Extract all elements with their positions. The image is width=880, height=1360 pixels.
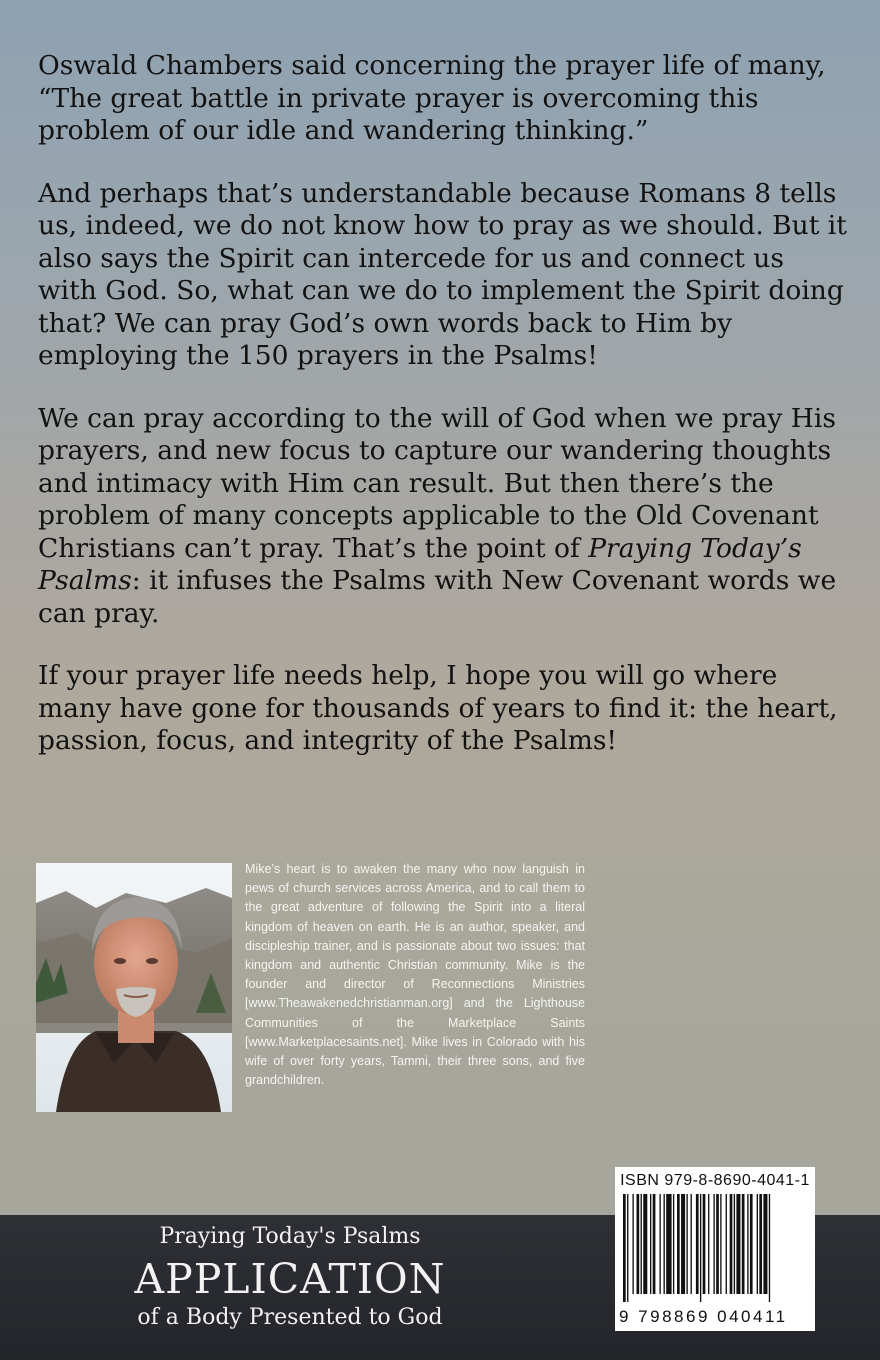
- blurb-paragraph-3: [38, 403, 848, 631]
- barcode-bar: [708, 1194, 709, 1294]
- barcode-bar: [742, 1194, 745, 1294]
- book-title-italic: Praying Today’s Psalms: [38, 532, 802, 596]
- barcode-bar: [666, 1194, 671, 1294]
- barcode-bar: [623, 1194, 626, 1302]
- barcode-bar: [691, 1194, 692, 1294]
- barcode-bar: [653, 1194, 656, 1294]
- blurb-paragraph-2: And perhaps that’s understandable because Romans 8 tells us, indeed, we do not know how to pray as we should. But it also says the Spirit can intercede for us and connect us with God. So, what can we do to implement the Spirit doing that? We can pray God’s own words back to Him by employing the 150 prayers in the Psalms!: [38, 177, 847, 371]
- barcode-bar: [677, 1194, 680, 1294]
- barcode-bar: [681, 1194, 685, 1294]
- barcode-bar: [757, 1194, 758, 1294]
- barcode-bars: [623, 1194, 807, 1302]
- barcode-bar: [664, 1194, 665, 1294]
- barcode-bar: [659, 1194, 660, 1294]
- barcode-bar: [641, 1194, 642, 1294]
- barcode-bar: [627, 1194, 628, 1302]
- barcode-bar: [720, 1194, 721, 1294]
- barcode-bar: [726, 1194, 727, 1294]
- barcode-bar: [759, 1194, 762, 1294]
- isbn-barcode: [615, 1167, 815, 1331]
- barcode-bar: [700, 1194, 701, 1302]
- barcode-bar: [769, 1194, 770, 1302]
- barcode-bar: [716, 1194, 719, 1294]
- author-photo: [36, 863, 232, 1112]
- barcode-bar: [730, 1194, 733, 1294]
- series-title: Praying Today's Psalms: [159, 1224, 421, 1249]
- barcode-bar: [703, 1194, 706, 1294]
- author-bio: Mike’s heart is to awaken the many who now languish in pews of church services across America, and to call them to the great adventure of following the Spirit into a literal kingdom of heaven on earth. He is an author, speaker, and discipleship trainer, and is passionate about two issues: that kingdom and authentic Christian community. Mike is the founder and director of Reconnections Ministries [www.Theawakenedchristianman.org] and the Lighthouse Communities of the Marketplace Saints [www.Marketplacesaints.net]. Mike lives in Colorado with his wife of over forty years, Tammi, their three sons, and five grandchildren.: [245, 862, 585, 1088]
- barcode-bar: [750, 1194, 753, 1294]
- barcode-bar: [734, 1194, 735, 1294]
- barcode-bar: [650, 1194, 651, 1294]
- barcode-bar: [713, 1194, 714, 1294]
- isbn-number: 9 798869 040411: [619, 1307, 788, 1326]
- barcode-bar: [632, 1194, 633, 1294]
- blurb-paragraph-1: Oswald Chambers said concerning the prayer life of many, “The great battle in private prayer is overcoming this problem of our idle and wandering thinking.”: [38, 50, 826, 146]
- back-cover-blurb: [38, 50, 848, 788]
- book-subtitle: of a Body Presented to God: [137, 1305, 443, 1330]
- blurb-paragraph-3-start: We can pray according to the will of God when we pray His prayers, and new focus to capture our wandering thoughts and intimacy with Him can result. But then there’s the problem of many concepts applicable to the Old Covenant Christians can’t pray. That’s the point of: [38, 402, 836, 564]
- barcode-bar: [763, 1194, 767, 1294]
- barcode-bar: [686, 1194, 687, 1294]
- barcode-bar: [643, 1194, 647, 1294]
- barcode-bar: [673, 1194, 674, 1294]
- barcode-bar: [736, 1194, 740, 1294]
- blurb-paragraph-3-end: : it infuses the Psalms with New Covenant words we can pray.: [38, 565, 837, 629]
- barcode-bar: [637, 1194, 640, 1294]
- isbn-label: ISBN 979-8-8690-4041-1: [620, 1172, 810, 1189]
- book-title: APPLICATION: [134, 1255, 446, 1303]
- barcode-bar: [696, 1194, 699, 1294]
- blurb-paragraph-4: If your prayer life needs help, I hope you will go where many have gone for thousands of years to find it: the heart, passion, focus, and integrity of the Psalms!: [38, 660, 838, 756]
- barcode-bar: [747, 1194, 748, 1294]
